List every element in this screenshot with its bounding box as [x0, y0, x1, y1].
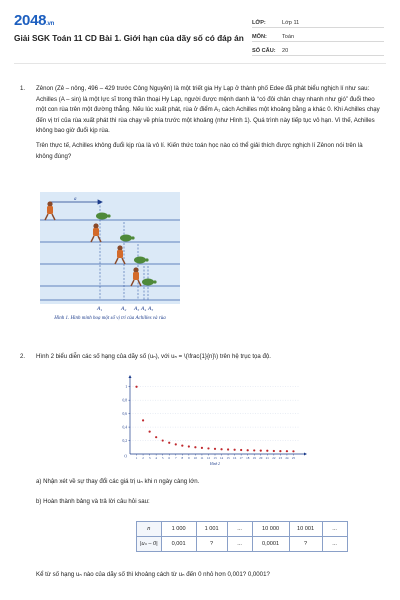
meta-row-subject — [252, 28, 384, 42]
data-point — [201, 447, 203, 449]
point-label-a5: A₅ — [148, 306, 154, 312]
meta-key: MÔN: — [252, 34, 267, 40]
x-tick-label: 11 — [200, 456, 204, 460]
point-label-a4: A₄ — [141, 306, 147, 312]
chart-caption: Hình 2 — [210, 462, 220, 466]
x-tick-label: 4 — [155, 456, 157, 460]
data-point — [155, 436, 157, 438]
meta-value: Lớp 11 — [282, 20, 300, 26]
x-tick-label: 6 — [168, 456, 171, 460]
point-label-a1: A₁ — [97, 306, 103, 312]
value-table — [136, 521, 348, 552]
y-tick-label: 0,6 — [122, 411, 127, 416]
question-paragraph: Hình 2 biểu diễn các số hạng của dãy số (uₙ), với uₙ = \(\frac{1}{n}\) trên hệ trục tọa độ. — [36, 353, 271, 360]
meta-key: LỚP: — [252, 20, 266, 26]
table-cell: 1 001 — [196, 522, 227, 537]
question-number: 2. — [20, 353, 26, 360]
data-point — [286, 450, 288, 452]
data-point — [168, 442, 170, 444]
point-label-a2: A₂ — [121, 306, 127, 312]
data-point — [135, 386, 137, 388]
data-point — [162, 439, 164, 441]
table-cell: n — [137, 522, 162, 537]
data-point — [292, 450, 294, 452]
question-paragraph: Trên thực tế, Achilles không đuổi kịp rùa là vô lí. Kiến thức toán học nào có thể giải thích được nghịch lí Zênon nói trên là không đúng? — [36, 141, 363, 160]
x-tick-label: 18 — [246, 456, 250, 460]
question-number: 1. — [20, 85, 26, 92]
x-tick-label: 22 — [272, 456, 276, 460]
part-b: b) Hoàn thành bảng và trả lời câu hỏi sau: — [36, 498, 150, 505]
table-cell: |uₙ – 0| — [137, 537, 162, 552]
figure-illustration — [40, 192, 180, 316]
table-row — [137, 537, 348, 552]
data-point — [207, 447, 209, 449]
table-row — [137, 522, 348, 537]
data-point — [220, 448, 222, 450]
figure-caption: Hình 1. Hình minh hoạ một số vị trí của Achilles và rùa — [54, 316, 166, 321]
x-tick-label: 7 — [174, 456, 177, 460]
x-tick-label: 14 — [219, 456, 224, 460]
document-title: Giải SGK Toán 11 CD Bài 1. Giới hạn của dãy số có đáp án — [14, 33, 244, 43]
x-tick-label: 25 — [291, 456, 296, 460]
figure-achilles-tortoise — [40, 192, 180, 332]
meta-value: 20 — [282, 48, 289, 54]
x-tick-label: 10 — [193, 456, 197, 460]
x-tick-label: 2 — [142, 456, 144, 460]
site-logo[interactable] — [14, 12, 54, 29]
question-body — [36, 352, 380, 367]
table-cell: ... — [322, 522, 347, 537]
data-point — [253, 449, 255, 451]
data-point — [234, 449, 236, 451]
question-body — [36, 84, 380, 166]
x-tick-label: 9 — [188, 456, 190, 460]
table-cell: ... — [322, 537, 347, 552]
y-tick-label: 0,4 — [122, 425, 127, 430]
y-tick-label: 0,8 — [122, 398, 127, 403]
table-cell: 1 000 — [161, 522, 196, 537]
meta-key: SỐ CÂU: — [252, 48, 276, 54]
point-label-a3: A₃ — [134, 306, 140, 312]
y-axis-arrow — [129, 375, 132, 378]
data-point — [240, 449, 242, 451]
x-tick-label: 24 — [285, 456, 289, 460]
question-paragraph: Zênon (Zê – nông, 496 – 429 trước Công Nguyên) là một triết gia Hy Lạp ở thành phố Edee đã phát biểu nghịch lí như sau: Achilles (A – sin) là một lực sĩ trong thần thoại Hy Lạp, người được mệnh danh là “có đôi chân chạy nhanh như gió” đuổi theo một con rùa trên một đường thẳng. Nếu lúc xuất phát, rùa ở điểm A₁ cách Achilles một khoảng bằng a khác 0. Khi Achilles chạy đến vị trí của rùa xuất phát thì rùa chạy về phía trước một khoảng (như Hình 1). Quá trình này tiếp tục vô hạn. Vì thế, Achilles không bao giờ đuổi kịp rùa. — [36, 85, 380, 135]
data-point — [188, 445, 190, 447]
table-cell: ? — [196, 537, 227, 552]
document-meta — [252, 14, 384, 56]
x-tick-label: 13 — [213, 456, 217, 460]
x-tick-label: 1 — [135, 456, 138, 460]
data-point — [273, 450, 275, 452]
data-point — [214, 448, 216, 450]
data-point — [227, 448, 229, 450]
data-point — [181, 444, 183, 446]
figure-background — [40, 192, 180, 304]
x-tick-label: 3 — [148, 456, 151, 460]
table-cell: ... — [227, 522, 252, 537]
header-divider — [14, 63, 386, 64]
sequence-chart — [108, 374, 308, 470]
x-tick-label: 16 — [233, 456, 237, 460]
x-tick-label: 23 — [278, 456, 282, 460]
table-cell: ... — [227, 537, 252, 552]
table-cell: 0,001 — [161, 537, 196, 552]
y-tick-label: 0,2 — [122, 438, 127, 443]
x-tick-label: 12 — [206, 456, 211, 460]
data-point — [194, 446, 196, 448]
x-tick-label: 17 — [239, 456, 243, 460]
x-tick-label: 19 — [252, 456, 256, 460]
table-cell: 0,0001 — [252, 537, 289, 552]
table-cell: ? — [289, 537, 322, 552]
table-cell: 10 000 — [252, 522, 289, 537]
part-a: a) Nhận xét về sự thay đổi các giá trị uₙ khi n ngày càng lớn. — [36, 478, 200, 485]
data-point — [266, 450, 268, 452]
x-tick-label: 21 — [265, 456, 269, 460]
data-point — [279, 450, 281, 452]
meta-row-grade — [252, 14, 384, 28]
data-point — [142, 419, 144, 421]
meta-value: Toán — [282, 34, 295, 40]
closing-question: Kể từ số hạng uₙ nào của dãy số thì khoảng cách từ uₙ đến 0 nhỏ hơn 0,001? 0,0001? — [36, 571, 270, 578]
x-tick-label: 20 — [259, 456, 263, 460]
data-point — [260, 450, 262, 452]
x-tick-label: 15 — [226, 456, 230, 460]
meta-row-count — [252, 42, 384, 56]
data-point — [149, 430, 151, 432]
origin-label: O — [124, 454, 127, 459]
logo-suffix: .vn — [46, 21, 54, 27]
x-tick-label: 5 — [161, 456, 164, 460]
data-point — [247, 449, 249, 451]
arrow-label: a — [74, 197, 77, 202]
y-tick-label: 1 — [125, 385, 127, 390]
data-point — [175, 443, 177, 445]
chart-svg — [108, 374, 308, 470]
logo-text: 2048 — [14, 12, 47, 29]
x-tick-label: 8 — [181, 456, 184, 460]
x-axis-arrow — [304, 453, 307, 456]
table-cell: 10 001 — [289, 522, 322, 537]
